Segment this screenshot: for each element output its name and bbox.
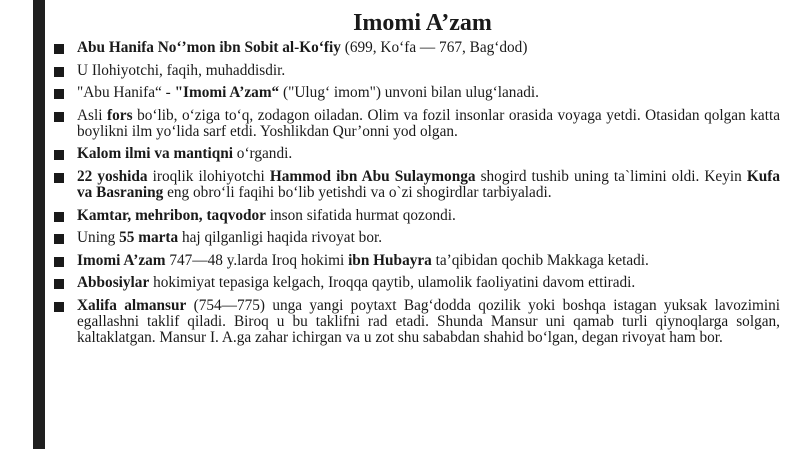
bold-text: Kalom ilmi va mantiqni xyxy=(77,145,233,163)
text: haj qilganligi haqida rivoyat bor. xyxy=(178,229,383,247)
square-bullet-icon xyxy=(54,89,64,99)
square-bullet-icon xyxy=(54,279,64,289)
text: eng obro‘li faqihi bo‘lib yetishdi va o`zi shogirdlar tarbiyaladi. xyxy=(163,183,552,201)
square-bullet-icon xyxy=(54,173,64,183)
square-bullet-icon xyxy=(54,212,64,222)
text: hokimiyat tepasiga kelgach, Iroqqa qaytib, ulamolik faoliyatini davom ettiradi. xyxy=(149,274,636,292)
text: 747—48 y.larda Iroq hokimi xyxy=(165,251,349,269)
text: iroqlik ilohiyotchi xyxy=(147,167,270,185)
text: ta’qibidan qochib Makkaga ketadi. xyxy=(431,251,649,269)
bullet-item xyxy=(53,208,780,224)
bold-text: ibn Hubayra xyxy=(348,251,432,269)
bold-text: Xalifa almansur xyxy=(77,296,187,314)
bold-text: Kamtar, mehribon, taqvodor xyxy=(77,206,266,224)
slide-title: Imomi A’zam xyxy=(353,10,492,36)
bullet-item xyxy=(53,40,780,56)
square-bullet-icon xyxy=(54,257,64,267)
bullet-item xyxy=(53,298,780,346)
bullet-item xyxy=(53,85,780,101)
text: shogird tushib uning ta`limini oldi. Keyin xyxy=(475,167,747,185)
text: Asli xyxy=(77,106,108,124)
text: U Ilohiyotchi, faqih, muhaddisdir. xyxy=(77,61,286,79)
bold-text: "Imomi A’zam“ xyxy=(174,84,280,102)
bold-text: Abbosiylar xyxy=(77,274,150,292)
square-bullet-icon xyxy=(54,150,64,160)
square-bullet-icon xyxy=(54,302,64,312)
square-bullet-icon xyxy=(54,234,64,244)
text: (699, Ko‘fa — 767, Bag‘dod) xyxy=(340,39,528,56)
square-bullet-icon xyxy=(54,44,64,54)
square-bullet-icon xyxy=(54,112,64,122)
bold-text: Imomi A’zam xyxy=(77,251,166,269)
bullet-item xyxy=(53,169,780,201)
bullet-item xyxy=(53,63,780,79)
text: bo‘lib, o‘ziga to‘q, zodagon oiladan. Olim va fozil insonlar orasida voyaga yetdi. Otasidan qolgan katta boylikni ilm yo‘lida sarf etdi. Yoshlikdan Qur’onni yod olgan. xyxy=(77,106,780,140)
text: Uning xyxy=(77,229,120,247)
text: ("Ulug‘ imom") unvoni bilan ulug‘lanadi. xyxy=(279,84,539,102)
bullet-item xyxy=(53,275,780,291)
bold-text: Kufa va Basraning xyxy=(77,167,780,201)
left-accent-bar xyxy=(33,0,45,449)
text: o‘rgandi. xyxy=(232,145,293,163)
bullet-item xyxy=(53,253,780,269)
slide xyxy=(45,0,800,449)
bold-text: 22 yoshida xyxy=(77,167,148,185)
bold-text: Abu Hanifa No‘’mon ibn Sobit al-Ko‘fiy xyxy=(77,39,341,56)
bullet-list xyxy=(53,40,780,353)
text: (754—775) unga yangi poytaxt Bag‘dodda qozilik yoki boshqa istagan yuksak lavozimini egallashni taklif qiladi. Biroq u bu taklifni rad etadi. Shunda Mansur uni qamab turli qiynoqlarga solgan, kaltaklatgan. Mansur I. A.ga zahar ichirgan va u zot shu sababdan shahid bo‘lgan, degan rivoyat ham bor. xyxy=(77,296,780,346)
bold-text: Hammod ibn Abu Sulaymonga xyxy=(269,167,476,185)
bullet-item xyxy=(53,146,780,162)
bold-text: fors xyxy=(107,106,133,124)
bold-text: 55 marta xyxy=(119,229,179,247)
bullet-item xyxy=(53,230,780,246)
square-bullet-icon xyxy=(54,67,64,77)
text: "Abu Hanifa“ - xyxy=(77,84,175,102)
text: inson sifatida hurmat qozondi. xyxy=(265,206,456,224)
bullet-item xyxy=(53,108,780,140)
